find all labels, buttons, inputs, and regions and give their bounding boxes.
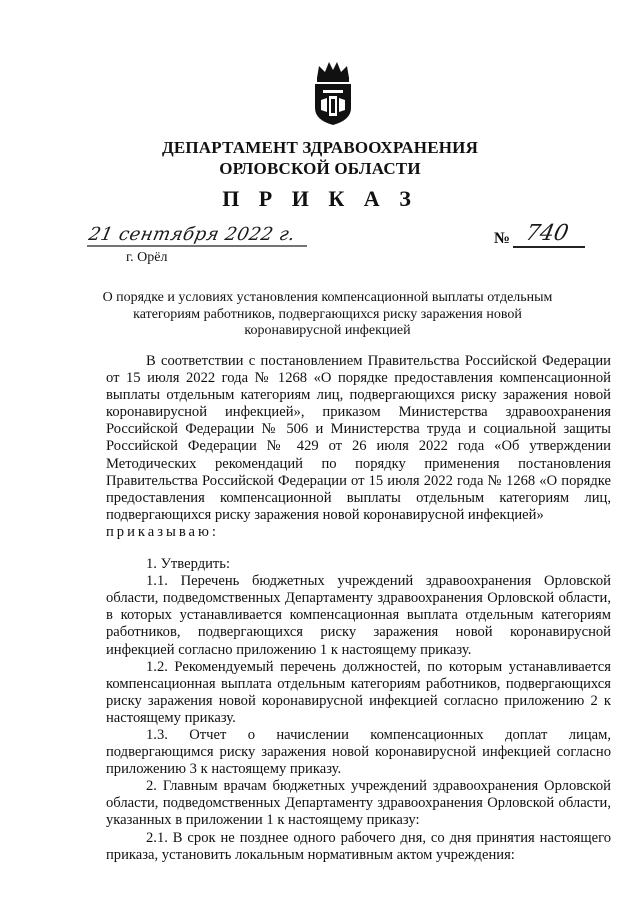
document-type-title: П Р И К А З	[222, 186, 418, 211]
number-sign: №	[494, 230, 511, 247]
order-body	[106, 353, 611, 864]
item-2-1: 2.1. В срок не позднее одного рабочего дня, со дня принятия настоящего приказа, установить локальным нормативным актом учреждения:	[106, 829, 611, 863]
item-1-2: 1.2. Рекомендуемый перечень должностей, по которым устанавливается компенсационная выплата отдельным категориям работников, подвергающихся риску заражения новой коронавирусной инфекцией согласно приложению 2 к настоящему приказу.	[106, 658, 611, 726]
department-title-line2: ОРЛОВСКОЙ ОБЛАСТИ	[219, 159, 421, 178]
item-1: 1. Утвердить:	[146, 556, 231, 573]
item-1-3: 1.3. Отчет о начислении компенсационных доплат лицам, подвергающимся риску заражения новой коронавирусной инфекцией согласно приложению 3 к настоящему приказу.	[106, 726, 611, 778]
number-underline	[513, 246, 585, 248]
order-date	[85, 224, 315, 250]
department-title-line1: ДЕПАРТАМЕНТ ЗДРАВООХРАНЕНИЯ	[161, 138, 479, 157]
handwritten-date: 21 сентября 2022 г.	[86, 224, 298, 245]
orel-oblast-coat-of-arms-icon	[309, 58, 357, 126]
order-subject: О порядке и условиях установления компенсационной выплаты отдельным категориям работников, подвергающихся риску заражения новой коронавирусной инфекцией	[102, 290, 553, 338]
handwritten-order-number: 740	[523, 221, 571, 246]
preamble-paragraph: В соответствии с постановлением Правительства Российской Федерации от 15 июля 2022 года № 1268 «О порядке предоставления компенсационной выплаты отдельным категориям лиц, подвергающихся риску заражения новой коронавирусной инфекцией», приказом Министерства здравоохранения Российской Федерации № 506 и Министерства труда и социальной защиты Российской Федерации № 429 от 26 июля 2022 года «Об утверждении Методических рекомендаций по порядку применения постановления Правительства Российской Федерации от 15 июля 2022 года № 1268 «О порядке предоставления компенсационной выплаты отдельным категориям лиц, подвергающихся риску заражения новой коронавирусной инфекцией»	[106, 353, 611, 523]
city-label: г. Орёл	[126, 250, 168, 265]
item-2: 2. Главным врачам бюджетных учреждений здравоохранения Орловской области, подведомственных Департаменту здравоохранения Орловской области, указанных в приложении 1 к настоящему приказу:	[106, 778, 611, 829]
item-1-1: 1.1. Перечень бюджетных учреждений здравоохранения Орловской области, подведомственных Департаменту здравоохранения Орловской области, в которых устанавливается компенсационная выплата отдельным категориям работников, подвергающихся риску заражения новой коронавирусной инфекцией согласно приложению 1 к настоящему приказу.	[106, 573, 611, 658]
order-word: приказываю:	[106, 523, 219, 540]
